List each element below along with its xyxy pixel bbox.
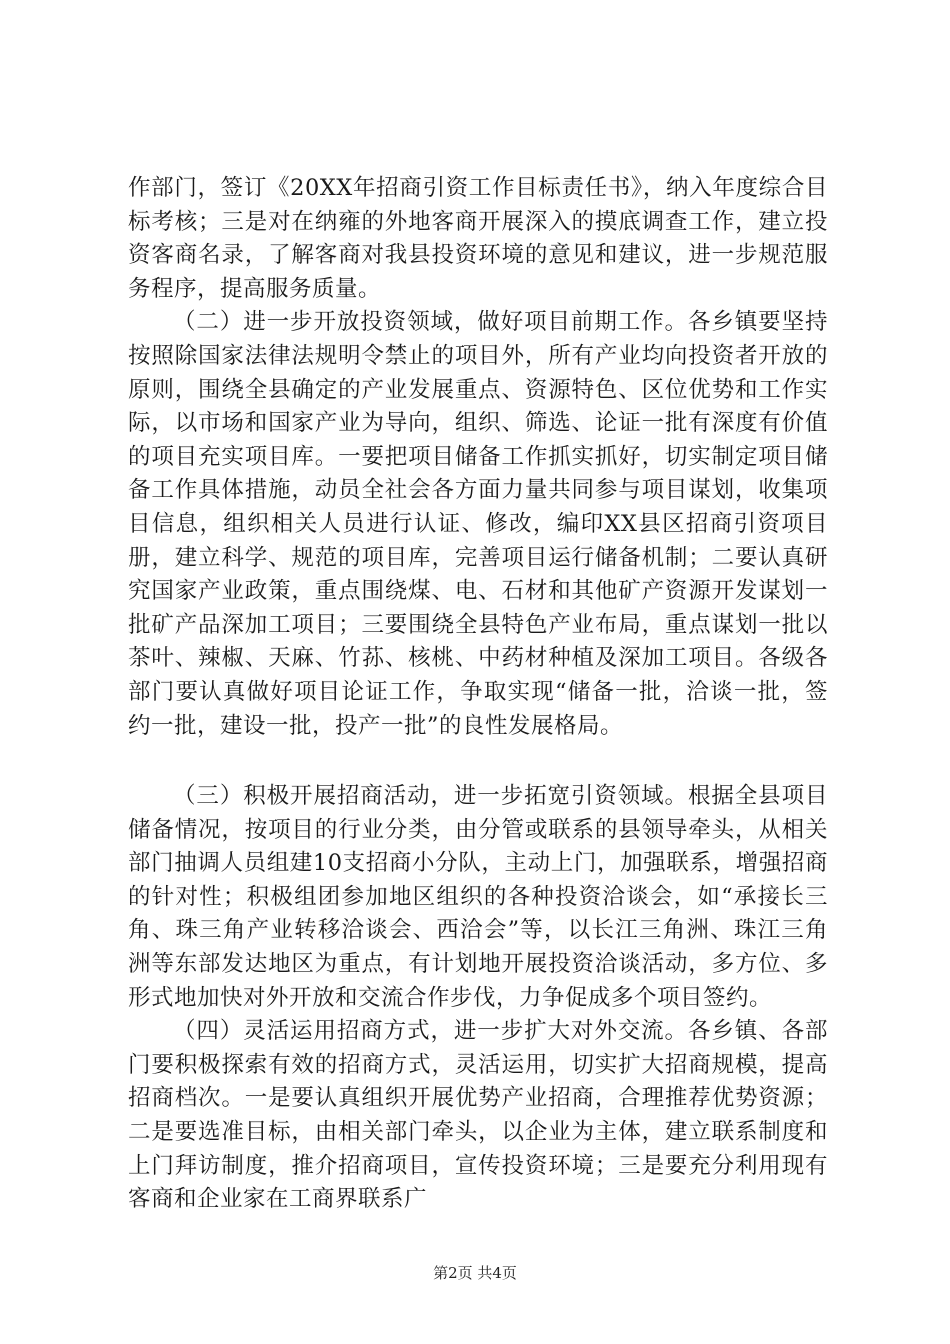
paragraph-section-4: （四）灵活运用招商方式，进一步扩大对外交流。各乡镇、各部门要积极探索有效的招商方式，灵活运用，切实扩大招商规模，提高招商档次。一是要认真组织开展优势产业招商，合理推荐优势资源；二是要选准目标，由相关部门牵头，以企业为主体，建立联系制度和上门拜访制度，推介招商项目，宣传投资环境；三是要充分利用现有客商和企业家在工商界联系广 (128, 1018, 828, 1213)
paragraph-section-2: （二）进一步开放投资领域，做好项目前期工作。各乡镇要坚持按照除国家法律法规明令禁止的项目外，所有产业均向投资者开放的原则，围绕全县确定的产业发展重点、资源特色、区位优势和工作实际，以市场和国家产业为导向，组织、筛选、论证一批有深度有价值的项目充实项目库。一要把项目储备工作抓实抓好，切实制定项目储备工作具体措施，动员全社会各方面力量共同参与项目谋划，收集项目信息，组织相关人员进行认证、修改，编印XX县区招商引资项目册，建立科学、规范的项目库，完善项目运行储备机制；二要认真研究国家产业政策，重点围绕煤、电、石材和其他矿产资源开发谋划一批矿产品深加工项目；三要围绕全县特色产业布局，重点谋划一批以茶叶、辣椒、天麻、竹荪、核桃、中药材种植及深加工项目。各级各部门要认真做好项目论证工作，争取实现“储备一批，洽谈一批，签约一批，建设一批，投产一批”的良性发展格局。 (128, 309, 828, 739)
page-footer (0, 1263, 950, 1283)
paragraph-spacer (128, 743, 828, 780)
paragraph-section-3: （三）积极开展招商活动，进一步拓宽引资领域。根据全县项目储备情况，按项目的行业分类，由分管或联系的县领导牵头，从相关部门抽调人员组建10支招商小分队，主动上门，加强联系，增强招商的针对性；积极组团参加地区组织的各种投资洽谈会，如“承接长三角、珠三角产业转移洽谈会、西洽会”等，以长江三角洲、珠江三角洲等东部发达地区为重点，有计划地开展投资洽谈活动，多方位、多形式地加快对外开放和交流合作步伐，力争促成多个项目签约。 (128, 783, 828, 1011)
document-body (128, 172, 828, 1217)
page-number-label: 第2页 共4页 (433, 1264, 517, 1282)
paragraph-continuation: 作部门，签订《20XX年招商引资工作目标责任书》，纳入年度综合目标考核；三是对在纳雍的外地客商开展深入的摸底调查工作，建立投资客商名录，了解客商对我县投资环境的意见和建议，进一步规范服务程序，提高服务质量。 (128, 175, 828, 302)
